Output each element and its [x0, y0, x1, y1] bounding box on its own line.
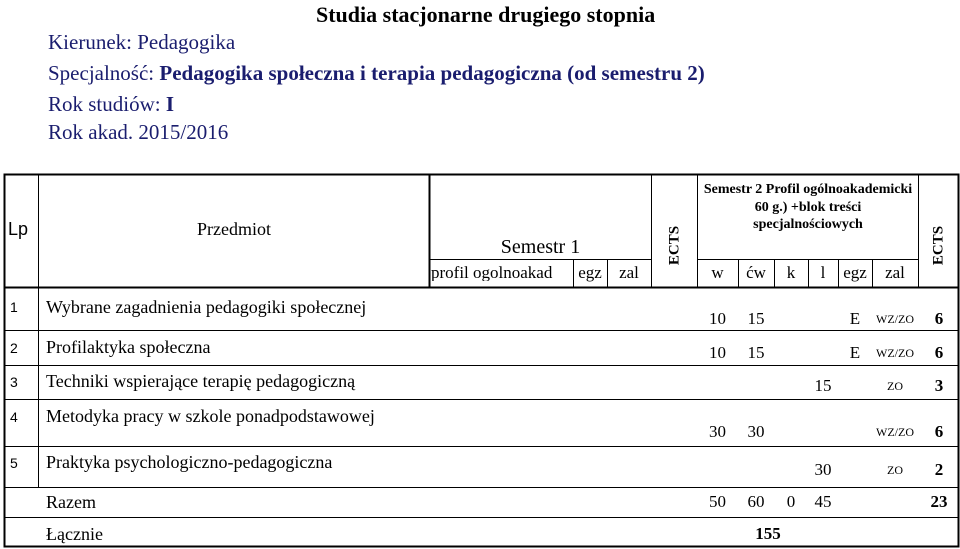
row-3-ects: 3 [934, 376, 944, 395]
przedmiot-header: Przedmiot [197, 219, 271, 239]
razem-ects: 23 [930, 492, 948, 511]
row-1-lp: 1 [10, 299, 18, 315]
razem-k: 0 [786, 492, 796, 511]
row-1-name: Wybrane zagadnienia pedagogiki społecznej [46, 297, 367, 317]
row-2-w: 10 [709, 343, 726, 362]
row-4-cw: 30 [747, 422, 765, 441]
row-1-w: 10 [709, 309, 726, 328]
page-title: Studia stacjonarne drugiego stopnia [316, 2, 656, 27]
row-3-zal: ZO [887, 379, 903, 393]
sem2-zal-header: zal [885, 263, 905, 282]
row-4-name: Metodyka pracy w szkole ponadpodstawowej [46, 406, 375, 426]
sem1-egz-header: egz [578, 263, 602, 282]
row-1-egz: E [849, 309, 861, 328]
row-3-lp: 3 [10, 374, 18, 390]
row-2-egz: E [849, 343, 861, 362]
row-5-l: 30 [814, 460, 832, 479]
razem-w: 50 [709, 492, 726, 511]
rok-studiow-label: Rok studiów: [48, 92, 161, 116]
sem2-k-header: k [786, 263, 796, 282]
row-1-zal: WZ/ZO [876, 312, 914, 326]
row-4-ects: 6 [934, 422, 944, 441]
specjalnosc-value: Pedagogika społeczna i terapia pedagogiczna (od semestru 2) [159, 61, 705, 85]
row-5-name: Praktyka psychologiczno-pedagogiczna [46, 452, 333, 472]
kierunek-value: Pedagogika [137, 30, 236, 54]
row-2-cw: 15 [747, 343, 765, 362]
row-2-zal: WZ/ZO [876, 346, 914, 360]
ects1-header: ECTS [666, 225, 683, 266]
row-1-cw: 15 [747, 309, 765, 328]
row-5-ects: 2 [934, 460, 944, 479]
specjalnosc-label: Specjalność: [48, 61, 155, 85]
sem2-cw-header: ćw [746, 263, 766, 282]
ects2-header: ECTS [930, 225, 947, 266]
sem1-zal-header: zal [619, 263, 639, 282]
row-2-lp: 2 [10, 340, 18, 356]
razem-cw: 60 [747, 492, 765, 511]
sem1-header: Semestr 1 [500, 236, 581, 258]
row-4-zal: WZ/ZO [876, 425, 914, 439]
razem-label: Razem [46, 492, 96, 512]
sem1-profil-header: profil ogolnoakad [431, 264, 553, 281]
row-5-zal: ZO [887, 463, 903, 477]
rok-studiow-value: I [165, 92, 175, 116]
row-5-lp: 5 [10, 455, 18, 471]
row-1-ects: 6 [934, 309, 944, 328]
rok-akad-value: 2015/2016 [138, 120, 229, 144]
lacznie-label: Łącznie [46, 524, 103, 544]
razem-l: 45 [814, 492, 832, 511]
row-3-name: Techniki wspierające terapię pedagogiczną [46, 371, 356, 391]
lp-header: Lp [8, 219, 29, 239]
row-2-ects: 6 [934, 343, 944, 362]
row-2-name: Profilaktyka społeczna [46, 337, 211, 357]
row-4-w: 30 [709, 422, 726, 441]
sem2-w-header: w [711, 263, 724, 282]
kierunek-label: Kierunek: [48, 30, 132, 54]
sem2-l-header: l [820, 263, 826, 282]
row-4-lp: 4 [10, 409, 18, 425]
rok-akad-label: Rok akad. [48, 120, 134, 144]
row-3-l: 15 [814, 376, 832, 395]
lacznie-value: 155 [755, 524, 781, 543]
sem2-header: Semestr 2 Profil ogólnoakademicki 60 g.) +blok treści specjalnościowych [703, 182, 913, 232]
sem2-egz-header: egz [843, 263, 867, 282]
